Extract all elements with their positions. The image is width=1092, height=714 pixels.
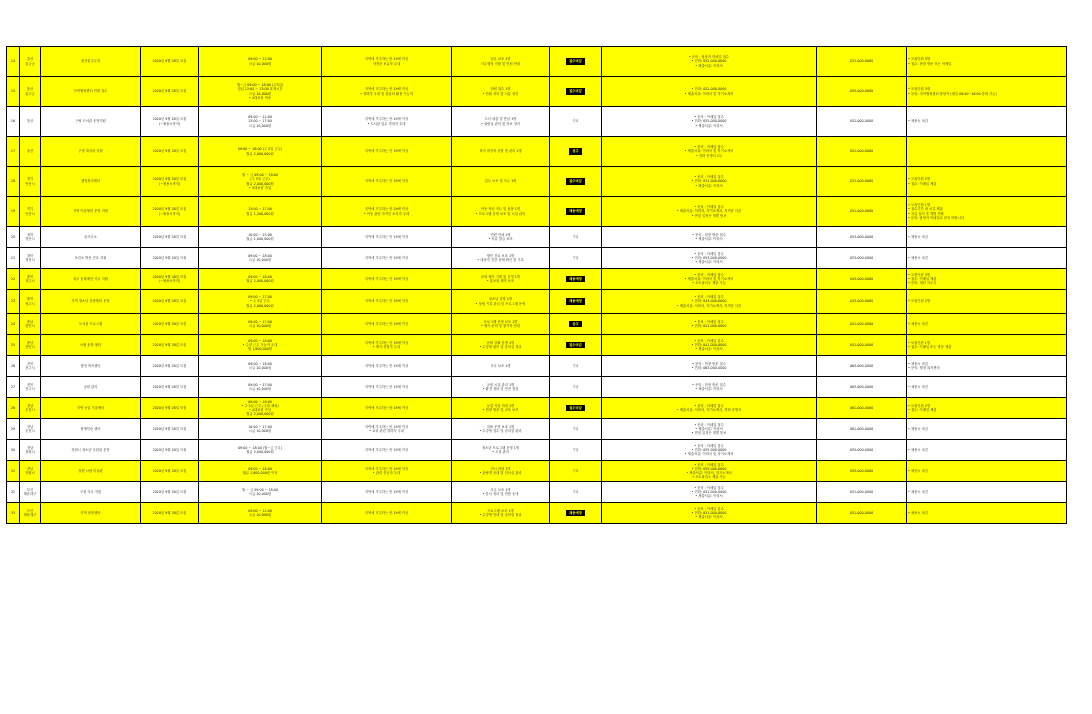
contact-info-cell: • 문의 : 이메일 접수 • 제출서류: 이력서 • 면접 일정은 개별 통보 bbox=[602, 419, 817, 440]
status-cell: 기타 bbox=[550, 227, 602, 248]
posting-date-cell: 2020년 9월 28일 모집 bbox=[141, 419, 199, 440]
contact-info-cell: • 문의 : 이메일 접수 • 전화: 053-000-0000 • 제출서류: 이력서 bbox=[602, 248, 817, 269]
posting-date-cell: 2020년 9월 28일 모집 bbox=[141, 461, 199, 482]
region-cell: 부산 해운대구 bbox=[20, 503, 41, 524]
status-cell bbox=[550, 137, 602, 167]
contact-info-cell: • 문의 : 이메일 접수 • 제출서류: 이력서, 자기소개서, 경력 증명서 bbox=[602, 398, 817, 419]
region-cell: 전남 순천시 bbox=[20, 398, 41, 419]
eligibility-cell: 지역에 거주하는 만 19세 이상 bbox=[322, 248, 452, 269]
posting-date-cell: 2020년 9월 28일 모집 (~채용시까지) bbox=[141, 269, 199, 290]
row-number-cell: 22 bbox=[7, 269, 20, 290]
notes-cell: • 채용시 마감 bbox=[907, 440, 1067, 461]
phone-cell: 063-000-0000 bbox=[817, 356, 907, 377]
work-hours-cell: 월~금 09:00 ~ 18:00 (주5일) 점심 12:00 ~ 13:00 휴게시간 시급 10,000원 • 4대보험 적용 bbox=[199, 77, 322, 107]
contact-info-cell: • 문의 : 현장 방문 접수 • 제출서류: 이력서 bbox=[602, 377, 817, 398]
region-cell: 충남 천안시 bbox=[20, 314, 41, 335]
job-duties-cell: 청소년 프로그램 운영 1명 • 시설 관리 bbox=[452, 440, 550, 461]
eligibility-cell: 지역에 거주하는 만 19세 이상 • 관련 전공자 우대 bbox=[322, 461, 452, 482]
table-row bbox=[7, 440, 1067, 461]
work-hours-cell: 09:00 ~ 18:00 (월~금 근무) 월급 2,000,000원 bbox=[199, 440, 322, 461]
organization-cell: 보건소 방문 간호 지원 bbox=[41, 248, 141, 269]
work-hours-cell: 09:00 ~ 18:00 (주 5일 근무) 월급 2,000,000원 bbox=[199, 137, 322, 167]
phone-cell: 041-000-0000 bbox=[817, 314, 907, 335]
organization-cell: 시립 문화 센터 bbox=[41, 335, 141, 356]
job-duties-cell: 민원 접수 1명 • 민원 처리 및 서류 정리 bbox=[452, 77, 550, 107]
eligibility-cell: 지역에 거주하는 만 19세 이상 bbox=[322, 440, 452, 461]
phone-cell: 052-000-0000 bbox=[817, 107, 907, 137]
contact-info-cell: • 문의 : 이메일 접수 • 전화: 043-000-0000 • 제출서류: 이력서, 자기소개서, 자격증 사본 bbox=[602, 290, 817, 314]
status-cell bbox=[550, 290, 602, 314]
notes-cell: • 채용시 마감 bbox=[907, 107, 1067, 137]
work-hours-cell: 13:00 ~ 17:00 월급 1,200,000원 bbox=[199, 197, 322, 227]
table-row bbox=[7, 77, 1067, 107]
status-badge: 공고 bbox=[569, 148, 581, 154]
region-cell: 전북 전주시 bbox=[20, 356, 41, 377]
notes-cell: • 채용시 마감 bbox=[907, 377, 1067, 398]
job-duties-cell: 프로그램 보조 1명 • 수강생 안내 및 강의실 정리 bbox=[452, 503, 550, 524]
posting-date-cell: 2020년 9월 28일 모집 bbox=[141, 440, 199, 461]
row-number-cell: 14 bbox=[7, 47, 20, 77]
eligibility-cell: 지역에 거주하는 만 19세 이상 bbox=[322, 314, 452, 335]
work-hours-cell: 월 ~ 금 09:00 ~ 18:00 시급 10,000원 bbox=[199, 482, 322, 503]
job-duties-cell: 민원 안내 1명 • 서류 발급 보조 bbox=[452, 227, 550, 248]
table-row bbox=[7, 356, 1067, 377]
row-number-cell: 23 bbox=[7, 290, 20, 314]
table-row bbox=[7, 107, 1067, 137]
organization-cell: 동사무소 bbox=[41, 227, 141, 248]
contact-info-cell: • 문의 : 이메일 접수 • 전화: 055-000-0000 • 제출서류: 이력서 및 자기소개서 bbox=[602, 440, 817, 461]
contact-info-cell: • 문의 : 이메일 접수 • 전화: 052-000-0000 • 제출서류: 이력서 bbox=[602, 107, 817, 137]
notes-cell: • 채용시 마감 bbox=[907, 482, 1067, 503]
status-badge: 접수마감 bbox=[566, 405, 585, 411]
organization-cell: 행정 복지센터 bbox=[41, 356, 141, 377]
organization-cell: 지역 아동센터 운영 지원 bbox=[41, 197, 141, 227]
contact-info-cell: • 문의 : 현장 방문 접수 • 제출서류: 이력서 bbox=[602, 227, 817, 248]
posting-date-cell: 2020년 9월 28일 모집 bbox=[141, 356, 199, 377]
work-hours-cell: 09:00 ~ 18:00 • 주말 근무 가능자 우대 월 1,800,000원 bbox=[199, 335, 322, 356]
contact-info-cell: • 문의 : 담당자 이메일 접수 • 전화: 052-000-0000 • 제출서류: 이력서 bbox=[602, 47, 817, 77]
job-duties-cell: 도서 대출 및 반납 1명 • 열람실 관리 및 자료 정리 bbox=[452, 107, 550, 137]
region-cell: 경기 안산시 bbox=[20, 167, 41, 197]
work-hours-cell: 09:00 ~ 12:00 시급 10,000원 bbox=[199, 503, 322, 524]
status-cell: 기타 bbox=[550, 419, 602, 440]
notes-cell: • 모집인원 2명 • 접수: 이메일 제출 bbox=[907, 398, 1067, 419]
eligibility-cell: 지역에 거주하는 만 19세 이상 bbox=[322, 398, 452, 419]
job-listing-table bbox=[6, 46, 1067, 524]
posting-date-cell: 2020년 9월 28일 모집 bbox=[141, 227, 199, 248]
organization-cell: 울산울주군청 bbox=[41, 47, 141, 77]
table-row bbox=[7, 167, 1067, 197]
organization-cell: 지역 농업 기술센터 bbox=[41, 398, 141, 419]
organization-cell: 평생학습 센터 bbox=[41, 419, 141, 440]
work-hours-cell: 09:00 ~ 12:00 13:00 ~ 17:00 시급 10,000원 bbox=[199, 107, 322, 137]
table-row bbox=[7, 503, 1067, 524]
region-cell: 부산 해운대구 bbox=[20, 482, 41, 503]
organization-cell: 지역 문화센터 bbox=[41, 503, 141, 524]
row-number-cell: 31 bbox=[7, 461, 20, 482]
contact-info-cell: • 문의 : 이메일 접수 • 전화: 051-000-0000 • 제출서류: 이력서 bbox=[602, 482, 817, 503]
posting-date-cell: 2020년 9월 28일 모집 bbox=[141, 377, 199, 398]
job-duties-cell: 사무 보조 1명 • 문서 정리 및 민원 응대 bbox=[452, 482, 550, 503]
table-row bbox=[7, 197, 1067, 227]
phone-cell: 061-000-0000 bbox=[817, 398, 907, 419]
table-row bbox=[7, 47, 1067, 77]
job-duties-cell: 복지 대상자 상담 및 관리 1명 bbox=[452, 137, 550, 167]
table-row bbox=[7, 290, 1067, 314]
posting-date-cell: 2020년 9월 28일 모집 bbox=[141, 248, 199, 269]
organization-cell: 공원 관리 bbox=[41, 377, 141, 398]
work-hours-cell: 09:00 ~ 18:00 월급 2,000,000원 bbox=[199, 269, 322, 290]
status-badge: 접수마감 bbox=[566, 88, 585, 94]
work-hours-cell: 09:00 ~ 17:00 • 주 5일 근무 월급 2,000,000원 bbox=[199, 290, 322, 314]
eligibility-cell: 지역에 거주하는 만 19세 이상 bbox=[322, 137, 452, 167]
table-row bbox=[7, 482, 1067, 503]
eligibility-cell: 지역에 거주하는 만 19세 이상 bbox=[322, 290, 452, 314]
notes-cell: • 모집인원 2명 bbox=[907, 290, 1067, 314]
table-row bbox=[7, 137, 1067, 167]
posting-date-cell: 2020년 9월 28일 모집 bbox=[141, 482, 199, 503]
status-cell bbox=[550, 503, 602, 524]
organization-cell: 창원시 청소년 수련관 운영 bbox=[41, 440, 141, 461]
region-cell: 울산 울주군 bbox=[20, 47, 41, 77]
status-badge: 접수마감 bbox=[566, 58, 585, 64]
posting-date-cell: 2020년 9월 28일 모집 (~채용시까지) bbox=[141, 107, 199, 137]
status-badge: 채용예정 bbox=[566, 298, 585, 304]
status-cell bbox=[550, 197, 602, 227]
eligibility-cell: 지역에 거주하는 만 19세 이상 • 아동 관련 자격증 소지자 우대 bbox=[322, 197, 452, 227]
table-row bbox=[7, 269, 1067, 290]
job-duties-cell: 문화 강좌 운영 1명 • 수강생 관리 및 강의실 정리 bbox=[452, 335, 550, 356]
contact-info-cell: • 문의 : 이메일 접수 • 제출서류: 이력서, 자기소개서, 자격증 사본 • 면접 일정은 개별 통보 bbox=[602, 197, 817, 227]
work-hours-cell: 09:00 ~ 17:00 시급 10,000원 bbox=[199, 314, 322, 335]
contact-info-cell: • 문의 : 이메일 접수 • 제출서류: 이력서 및 자기소개서 • 경력 증명서 1부 bbox=[602, 137, 817, 167]
table-row bbox=[7, 314, 1067, 335]
table-row bbox=[7, 335, 1067, 356]
region-cell: 울산 울주군 bbox=[20, 77, 41, 107]
work-hours-cell: 09:00 ~ 18:00 월급 1,800,000원 이상 bbox=[199, 461, 322, 482]
eligibility-cell: 지역에 거주하는 만 19세 이상 • 경력자 우대 및 컴퓨터 활용 가능자 bbox=[322, 77, 452, 107]
job-duties-cell: 문화 행사 기획 및 운영 1명 • 홍보물 제작 보조 bbox=[452, 269, 550, 290]
row-number-cell: 25 bbox=[7, 335, 20, 356]
job-duties-cell: 프로그램 운영 보조 1명 • 행사 준비 및 참가자 안내 bbox=[452, 314, 550, 335]
notes-cell: • 채용시 마감 bbox=[907, 461, 1067, 482]
eligibility-cell: 지역에 거주하는 만 19세 이상 자격증 보유자 우대 bbox=[322, 47, 452, 77]
organization-cell: 구청 복지과 지원 bbox=[41, 137, 141, 167]
row-number-cell: 19 bbox=[7, 197, 20, 227]
status-badge: 공고 bbox=[569, 321, 581, 327]
status-cell: 기타 bbox=[550, 482, 602, 503]
job-duties-cell: 청소년 상담 1명 • 상담 기록 관리 및 프로그램 운영 bbox=[452, 290, 550, 314]
row-number-cell: 30 bbox=[7, 440, 20, 461]
phone-cell: 055-000-0000 bbox=[817, 461, 907, 482]
organization-cell: 도서관 프로그램 bbox=[41, 314, 141, 335]
notes-cell: • 모집인원 1명 • 접수기간 내 서류 제출 • 서류 심사 후 개별 연락 • 문의: 담당자 이메일로 문의 바랍니다 bbox=[907, 197, 1067, 227]
posting-date-cell: 2020년 9월 28일 모집 (~채용시까지) bbox=[141, 197, 199, 227]
work-hours-cell: 09:00 ~ 18:00 시급 10,000원 bbox=[199, 356, 322, 377]
job-duties-cell: 사무 보조 1명 bbox=[452, 356, 550, 377]
row-number-cell: 24 bbox=[7, 314, 20, 335]
status-cell: 기타 bbox=[550, 440, 602, 461]
posting-date-cell: 2020년 9월 28일 모집 bbox=[141, 398, 199, 419]
phone-cell: 061-000-0000 bbox=[817, 419, 907, 440]
eligibility-cell: 지역에 거주하는 만 19세 이상 bbox=[322, 227, 452, 248]
posting-date-cell: 2020년 9월 28일 모집 bbox=[141, 290, 199, 314]
posting-date-cell: 2020년 9월 28일 모집 bbox=[141, 503, 199, 524]
organization-cell: 청주 문화재단 사무 지원 bbox=[41, 269, 141, 290]
eligibility-cell: 지역에 거주하는 만 19세 이상 • 도서관 업무 경험자 우대 bbox=[322, 107, 452, 137]
table-row bbox=[7, 227, 1067, 248]
contact-info-cell: • 문의 : 이메일 접수 • 전화: 041-000-0000 bbox=[602, 314, 817, 335]
phone-cell: 031-000-0000 bbox=[817, 47, 907, 77]
contact-info-cell: • 문의 : 이메일 접수 • 전화: 051-000-0000 • 제출서류: 이력서 bbox=[602, 503, 817, 524]
region-cell: 울산 bbox=[20, 107, 41, 137]
job-duties-cell: 아동 학습 지도 및 돌봄 1명 • 프로그램 운영 보조 및 시설 관리 bbox=[452, 197, 550, 227]
notes-cell: • 채용시 마감 bbox=[907, 419, 1067, 440]
notes-cell bbox=[907, 137, 1067, 167]
table-row bbox=[7, 419, 1067, 440]
contact-info-cell: • 문의 : 이메일 접수 • 전화: 041-000-0000 • 제출서류: 이력서 bbox=[602, 335, 817, 356]
table-row bbox=[7, 461, 1067, 482]
phone-cell: 041-000-0000 bbox=[817, 335, 907, 356]
job-duties-cell: 강좌 운영 보조 1명 • 수강생 접수 및 강의실 관리 bbox=[452, 419, 550, 440]
job-duties-cell: 업무 보조 1명 사무행정 지원 및 민원 안내 bbox=[452, 47, 550, 77]
region-cell: 경북 경산시 bbox=[20, 248, 41, 269]
status-cell bbox=[550, 314, 602, 335]
row-number-cell: 16 bbox=[7, 107, 20, 137]
notes-cell: • 모집인원 2명 • 접수: 이메일 제출 bbox=[907, 167, 1067, 197]
work-hours-cell: 월 ~ 금 09:00 ~ 18:00 (주 5일 근무) 월급 2,000,000원 • 4대보험 가입 bbox=[199, 167, 322, 197]
posting-date-cell: 2020년 9월 28일 모집 bbox=[141, 47, 199, 77]
notes-cell: • 채용시 마감 bbox=[907, 248, 1067, 269]
status-cell: 기타 bbox=[550, 377, 602, 398]
region-cell: 충북 청주시 bbox=[20, 269, 41, 290]
contact-info-cell: • 문의 : 현장 방문 접수 • 전화: 063-000-0000 bbox=[602, 356, 817, 377]
row-number-cell: 26 bbox=[7, 356, 20, 377]
work-hours-cell: 09:00 ~ 12:00 시급 10,000원 bbox=[199, 47, 322, 77]
contact-info-cell: • 문의 : 이메일 접수 • 전화: 031-000-0000 • 제출서류: 이력서 bbox=[602, 167, 817, 197]
notes-cell: • 채용시 마감 bbox=[907, 227, 1067, 248]
status-cell: 기타 bbox=[550, 356, 602, 377]
posting-date-cell: 2020년 9월 28일 모집 bbox=[141, 77, 199, 107]
status-cell: 기타 bbox=[550, 107, 602, 137]
notes-cell: • 채용시 마감 • 문의: 행정 복지센터 bbox=[907, 356, 1067, 377]
eligibility-cell: 지역에 거주하는 만 19세 이상 bbox=[322, 356, 452, 377]
table-row bbox=[7, 377, 1067, 398]
status-cell bbox=[550, 167, 602, 197]
posting-date-cell: 2020년 9월 28일 모집 (~채용시까지) bbox=[141, 167, 199, 197]
row-number-cell: 17 bbox=[7, 137, 20, 167]
table-row bbox=[7, 398, 1067, 419]
organization-cell: 행정복지센터 bbox=[41, 167, 141, 197]
status-badge: 채용예정 bbox=[566, 276, 585, 282]
notes-cell: • 모집인원 3명 • 문의: 지역행복센터 담당자 (평일 09:00~18:00 통화 가능) bbox=[907, 77, 1067, 107]
contact-info-cell: • 문의 : 이메일 접수 • 전화: 055-000-0000 • 제출서류: 이력서, 자기소개서 • 포트폴리오 제출 가능 bbox=[602, 461, 817, 482]
job-duties-cell: 농업 기술 지원 1명 • 현장 방문 및 교육 보조 bbox=[452, 398, 550, 419]
status-badge: 채용예정 bbox=[566, 510, 585, 516]
job-duties-cell: 전시 안내 1명 • 관람객 응대 및 전시실 관리 bbox=[452, 461, 550, 482]
eligibility-cell: 지역에 거주하는 만 19세 이상 bbox=[322, 269, 452, 290]
eligibility-cell: 지역에 거주하는 만 19세 이상 • 행사 경험자 우대 bbox=[322, 335, 452, 356]
status-badge: 접수마감 bbox=[566, 342, 585, 348]
region-cell: 충북 청주시 bbox=[20, 290, 41, 314]
phone-cell: 031-000-0000 bbox=[817, 197, 907, 227]
posting-date-cell: 2020년 9월 28일 모집 bbox=[141, 314, 199, 335]
table-row bbox=[7, 248, 1067, 269]
contact-info-cell: • 전화: 052-000-0000 • 제출서류: 이력서 및 자기소개서 bbox=[602, 77, 817, 107]
organization-cell: 지역 청소년 상담센터 운영 bbox=[41, 290, 141, 314]
phone-cell: 055-000-0000 bbox=[817, 77, 907, 107]
phone-cell: 051-000-0000 bbox=[817, 482, 907, 503]
notes-cell: • 채용시 마감 bbox=[907, 314, 1067, 335]
organization-cell: 지역행복센터 민원 접수 bbox=[41, 77, 141, 107]
region-cell: 경남 창원시 bbox=[20, 461, 41, 482]
region-cell: 전북 전주시 bbox=[20, 377, 41, 398]
row-number-cell: 29 bbox=[7, 419, 20, 440]
row-number-cell: 20 bbox=[7, 227, 20, 248]
organization-cell: 구청 사무 지원 bbox=[41, 482, 141, 503]
eligibility-cell: 지역에 거주하는 만 19세 이상 bbox=[322, 482, 452, 503]
job-duties-cell: 공원 시설 관리 1명 • 환경 정비 및 안전 점검 bbox=[452, 377, 550, 398]
phone-cell: 055-000-0000 bbox=[817, 440, 907, 461]
row-number-cell: 32 bbox=[7, 482, 20, 503]
region-cell: 울산 bbox=[20, 137, 41, 167]
work-hours-cell: 10:00 ~ 15:00 월급 1,000,000원 bbox=[199, 227, 322, 248]
region-cell: 경남 창원시 bbox=[20, 440, 41, 461]
work-hours-cell: 09:00 ~ 18:00 • 주 5일 근무 (주말 제외) • 4대보험 가입 월급 2,000,000원 bbox=[199, 398, 322, 419]
phone-cell: 031-000-0000 bbox=[817, 167, 907, 197]
contact-info-cell: • 문의 : 이메일 접수 • 제출서류: 이력서 및 자기소개서 • 포트폴리오 제출 가능 bbox=[602, 269, 817, 290]
row-number-cell: 27 bbox=[7, 377, 20, 398]
status-cell bbox=[550, 335, 602, 356]
posting-date-cell: 2020년 9월 28일 모집 bbox=[141, 335, 199, 356]
region-cell: 경기 안산시 bbox=[20, 197, 41, 227]
region-cell: 전남 순천시 bbox=[20, 419, 41, 440]
job-duties-cell: 업무 보조 및 사무 1명 bbox=[452, 167, 550, 197]
status-cell bbox=[550, 77, 602, 107]
row-number-cell: 28 bbox=[7, 398, 20, 419]
notes-cell: • 채용시 마감 bbox=[907, 503, 1067, 524]
status-cell: 기타 bbox=[550, 461, 602, 482]
region-cell: 충남 천안시 bbox=[20, 335, 41, 356]
phone-cell: 043-000-0000 bbox=[817, 290, 907, 314]
work-hours-cell: 09:00 ~ 17:00 시급 10,000원 bbox=[199, 377, 322, 398]
notes-cell: • 모집인원 3명 • 접수: 이메일 제출 • 문의: 재단 사무국 bbox=[907, 269, 1067, 290]
phone-cell: 052-000-0000 bbox=[817, 137, 907, 167]
eligibility-cell: 지역에 거주하는 만 19세 이상 • 교육 관련 경력자 우대 bbox=[322, 419, 452, 440]
row-number-cell: 18 bbox=[7, 167, 20, 197]
work-hours-cell: 09:00 ~ 18:00 시급 10,000원 bbox=[199, 248, 322, 269]
row-number-cell: 33 bbox=[7, 503, 20, 524]
region-cell: 경북 경산시 bbox=[20, 227, 41, 248]
organization-cell: 구립 도서관 운영지원 bbox=[41, 107, 141, 137]
organization-cell: 창원 시립 미술관 bbox=[41, 461, 141, 482]
job-duties-cell: 방문 간호 보조 1명 • 대상자 건강 상태 확인 및 기록 bbox=[452, 248, 550, 269]
status-cell: 기타 bbox=[550, 248, 602, 269]
notes-cell: • 모집인원 5명 • 접수: 현장 방문 또는 이메일 bbox=[907, 47, 1067, 77]
phone-cell: 051-000-0000 bbox=[817, 503, 907, 524]
row-number-cell: 21 bbox=[7, 248, 20, 269]
eligibility-cell: 지역에 거주하는 만 19세 이상 bbox=[322, 377, 452, 398]
phone-cell: 063-000-0000 bbox=[817, 377, 907, 398]
eligibility-cell: 지역에 거주하는 만 19세 이상 bbox=[322, 167, 452, 197]
phone-cell: 053-000-0000 bbox=[817, 227, 907, 248]
status-cell bbox=[550, 398, 602, 419]
posting-date-cell: 2020년 9월 28일 모집 bbox=[141, 137, 199, 167]
status-badge: 접수마감 bbox=[566, 178, 585, 184]
row-number-cell: 15 bbox=[7, 77, 20, 107]
eligibility-cell: 지역에 거주하는 만 19세 이상 bbox=[322, 503, 452, 524]
status-badge: 채용예정 bbox=[566, 208, 585, 214]
work-hours-cell: 10:00 ~ 17:00 시급 10,000원 bbox=[199, 419, 322, 440]
status-cell bbox=[550, 269, 602, 290]
notes-cell: • 모집인원 1명 • 접수: 이메일 또는 방문 제출 bbox=[907, 335, 1067, 356]
status-cell bbox=[550, 47, 602, 77]
phone-cell: 053-000-0000 bbox=[817, 248, 907, 269]
phone-cell: 043-000-0000 bbox=[817, 269, 907, 290]
